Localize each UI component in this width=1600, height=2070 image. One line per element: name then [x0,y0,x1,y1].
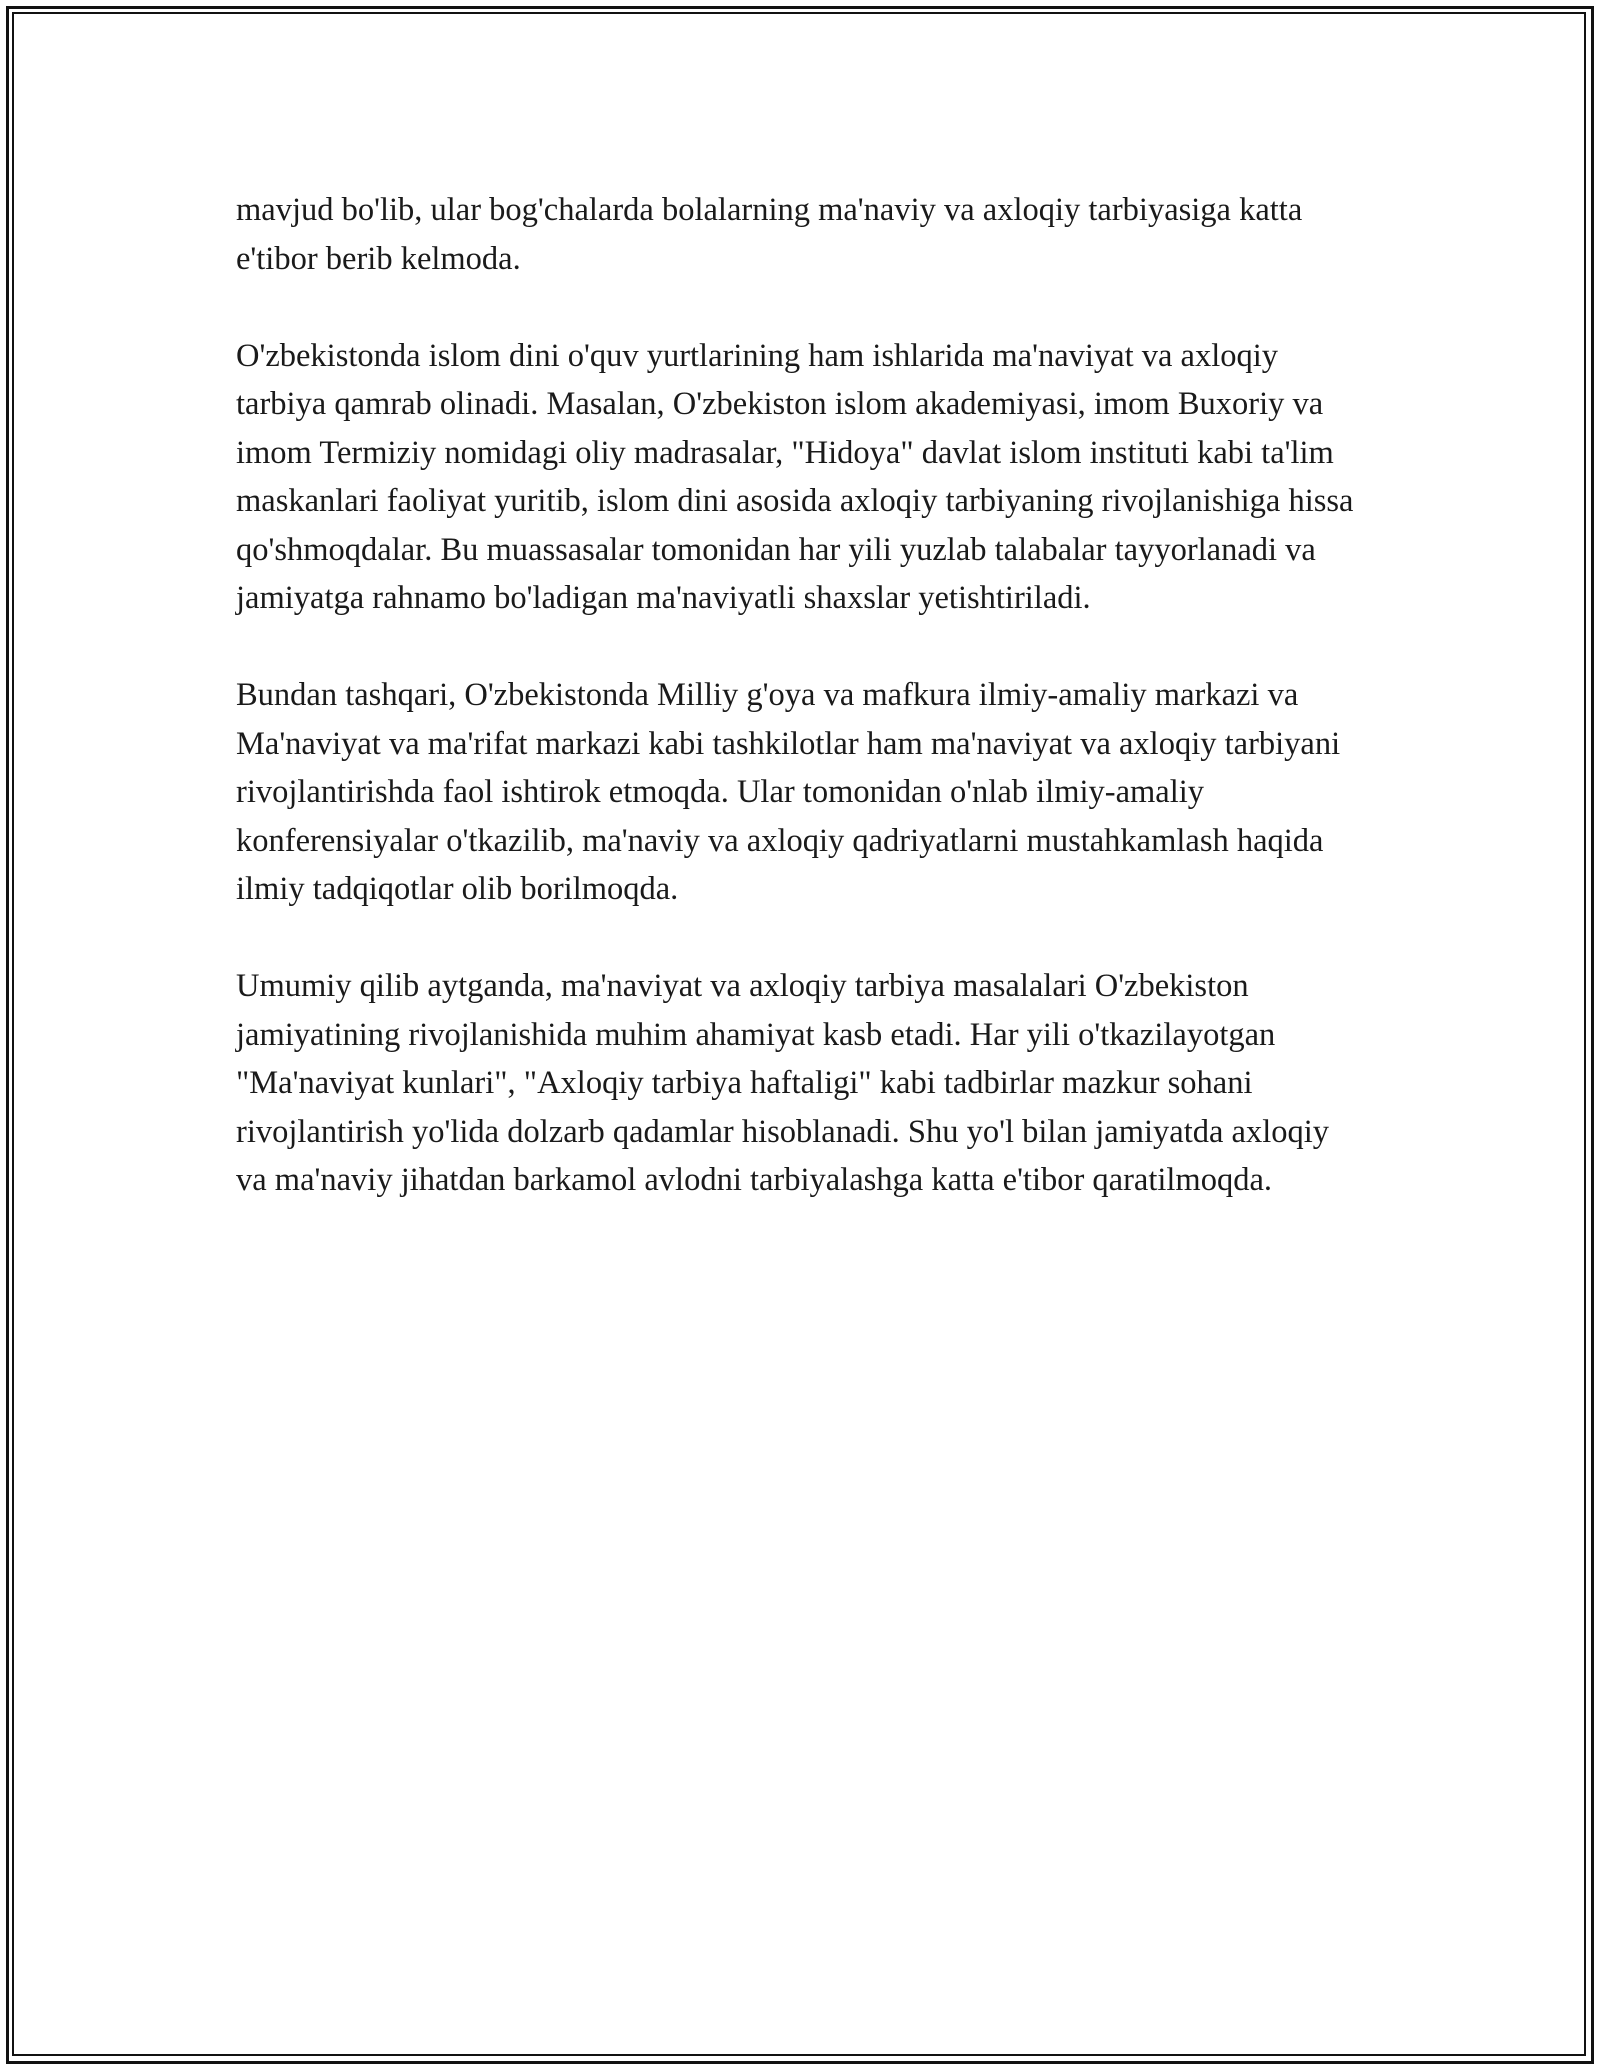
paragraph-4: Umumiy qilib aytganda, ma'naviyat va axloqiy tarbiya masalalari O'zbekiston jamiyatining rivojlanishida muhim ahamiyat kasb etadi. Har yili o'tkazilayotgan "Ma'naviyat kunlari", "Axloqiy tarbiya haftaligi" kabi tadbirlar mazkur sohani rivojlantirish yo'lida dolzarb qadamlar hisoblanadi. Shu yo'l bilan jamiyatda axloqiy va ma'naviy jihatdan barkamol avlodni tarbiyalashga katta e'tibor qaratilmoqda. [236,968,1330,1198]
paragraph-2: O'zbekistonda islom dini o'quv yurtlarining ham ishlarida ma'naviyat va axloqiy tarbiya qamrab olinadi. Masalan, O'zbekiston islom akademiyasi, imom Buxoriy va imom Termiziy nomidagi oliy madrasalar, "Hidoya" davlat islom instituti kabi ta'lim maskanlari faoliyat yuritib, islom dini asosida axloqiy tarbiyaning rivojlanishiga hissa qo'shmoqdalar. Bu muassasalar tomonidan har yili yuzlab talabalar tayyorlanadi va jamiyatga rahnamo bo'ladigan ma'naviyatli shaxslar yetishtiriladi. [236,337,1354,616]
paragraph-3: Bundan tashqari, O'zbekistonda Milliy g'oya va mafkura ilmiy-amaliy markazi va Ma'naviyat va ma'rifat markazi kabi tashkilotlar ham ma'naviyat va axloqiy tarbiyani rivojlantirishda faol ishtirok etmoqda. Ular tomonidan o'nlab ilmiy-amaliy konferensiyalar o'tkazilib, ma'naviy va axloqiy qadriyatlarni mustahkamlash haqida ilmiy tadqiqotlar olib borilmoqda. [236,677,1341,907]
document-body [236,186,1366,1253]
paragraph-1: mavjud bo'lib, ular bog'chalarda bolalarning ma'naviy va axloqiy tarbiyasiga katta e'tibor berib kelmoda. [236,192,1303,277]
